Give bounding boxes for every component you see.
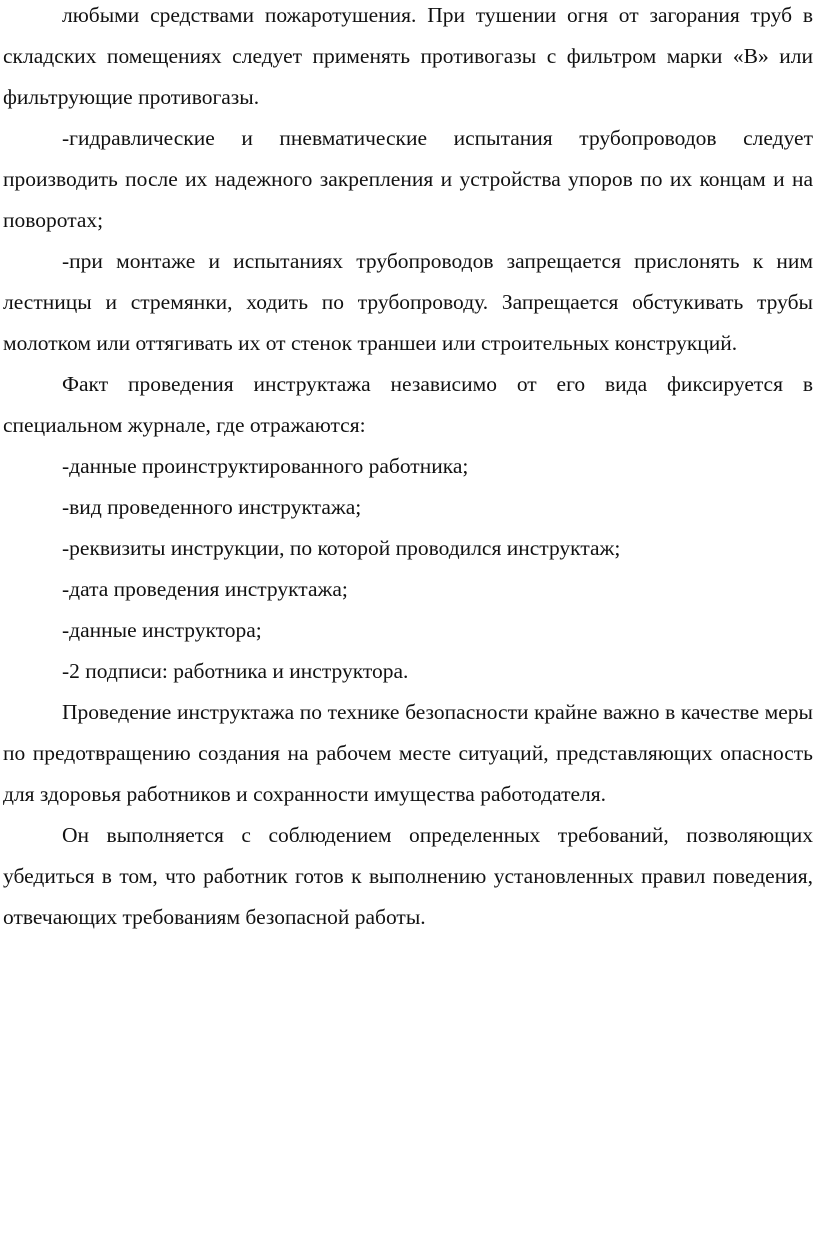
list-item: -2 подписи: работника и инструктора. xyxy=(62,659,409,683)
paragraph-installation-rules: -при монтаже и испытаниях трубопроводов запрещается прислонять к ним лестницы и стремянки, ходить по трубопроводу. Запрещается обстукивать трубы молотком или оттягивать их от стенок траншеи или строительных конструкций. xyxy=(3,249,813,355)
list-item: -данные проинструктированного работника; xyxy=(62,454,469,478)
list-item: -дата проведения инструктажа; xyxy=(62,577,348,601)
paragraph-fire-safety: любыми средствами пожаротушения. При тушении огня от загорания труб в складских помещениях следует применять противогазы с фильтром марки «В» или фильтрующие противогазы. xyxy=(3,3,813,109)
list-item: -данные инструктора; xyxy=(62,618,262,642)
paragraph-importance: Проведение инструктажа по технике безопасности крайне важно в качестве меры по предотвращению создания на рабочем месте ситуаций, представляющих опасность для здоровья работников и сохранности имущества работодателя. xyxy=(3,700,813,806)
journal-requirements-list xyxy=(3,446,813,692)
paragraph-requirements: Он выполняется с соблюдением определенных требований, позволяющих убедиться в том, что работник готов к выполнению установленных правил поведения, отвечающих требованиям безопасной работы. xyxy=(3,823,813,929)
list-item: -реквизиты инструкции, по которой проводился инструктаж; xyxy=(62,536,621,560)
paragraph-journal-intro: Факт проведения инструктажа независимо от его вида фиксируется в специальном журнале, где отражаются: xyxy=(3,372,813,437)
list-item: -вид проведенного инструктажа; xyxy=(62,495,362,519)
paragraph-pressure-tests: -гидравлические и пневматические испытания трубопроводов следует производить после их надежного закрепления и устройства упоров по их концам и на поворотах; xyxy=(3,126,813,232)
